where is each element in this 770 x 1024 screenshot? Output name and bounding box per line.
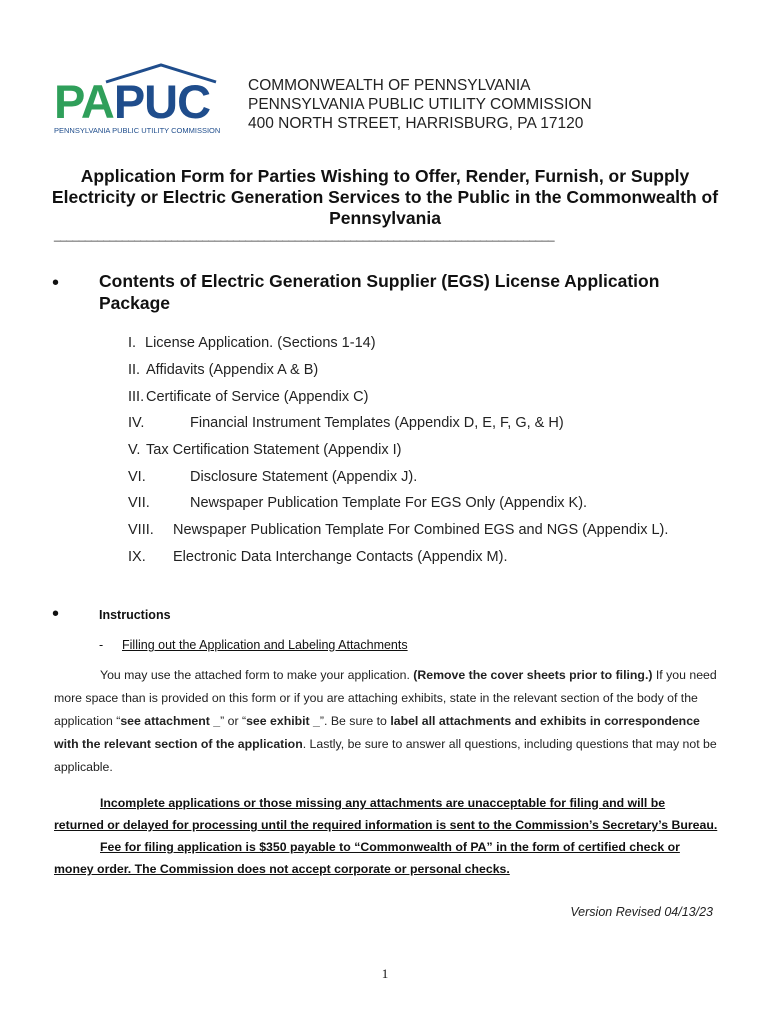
document-title: Application Form for Parties Wishing to Offer, Render, Furnish, or Supply Electricity or Electric Generation Services to the Public in the Commonwealth of Pennsylvania bbox=[51, 166, 719, 228]
contents-item-text: Financial Instrument Templates (Appendix D, E, F, G, & H) bbox=[190, 415, 564, 431]
contents-item-text: Newspaper Publication Template For EGS Only (Appendix K). bbox=[190, 495, 588, 511]
contents-item-number: II. bbox=[128, 362, 141, 378]
version-label: Version Revised 04/13/23 bbox=[570, 905, 713, 919]
contents-item-text: License Application. (Sections 1-14) bbox=[145, 335, 376, 351]
contents-bullet: • bbox=[52, 272, 60, 294]
contents-item-text: Certificate of Service (Appendix C) bbox=[146, 389, 369, 405]
instructions-subheading: Filling out the Application and Labeling Attachments bbox=[122, 638, 408, 652]
para-bold: see exhibit _ bbox=[246, 714, 320, 728]
para-bold: see attachment _ bbox=[120, 714, 221, 728]
title-rule: _________________________________________________________________________________ bbox=[54, 228, 555, 242]
para-bold: (Remove the cover sheets prior to filing.) bbox=[413, 668, 653, 682]
page-number: 1 bbox=[381, 966, 389, 981]
logo-wordmark-pa: PA bbox=[54, 75, 114, 128]
contents-item-number: VI. bbox=[128, 469, 146, 485]
para-text: ” or “ bbox=[220, 714, 247, 728]
agency-line-2: PENNSYLVANIA PUBLIC UTILITY COMMISSION bbox=[248, 96, 592, 113]
agency-address-block bbox=[248, 76, 592, 133]
contents-item-number: V. bbox=[128, 442, 141, 458]
para-text: You may use the attached form to make your application. bbox=[100, 668, 414, 682]
contents-item-number: VIII. bbox=[128, 522, 154, 538]
contents-item-text: Newspaper Publication Template For Combined EGS and NGS (Appendix L). bbox=[173, 522, 669, 538]
para-text: ”. Be sure to bbox=[319, 714, 391, 728]
logo-wordmark bbox=[54, 75, 211, 128]
contents-heading: Contents of Electric Generation Supplier (EGS) License Application Package bbox=[99, 271, 660, 313]
papuc-logo bbox=[54, 58, 234, 138]
logo-wordmark-puc: PUC bbox=[113, 75, 211, 128]
contents-item-number: I. bbox=[128, 335, 137, 351]
logo-tagline: PENNSYLVANIA PUBLIC UTILITY COMMISSION bbox=[54, 126, 221, 135]
contents-item-text: Electronic Data Interchange Contacts (Appendix M). bbox=[173, 549, 508, 565]
para-text: . Lastly, be sure to answer all questions, including questions that may not be applicable. bbox=[54, 737, 717, 774]
contents-item-text: Disclosure Statement (Appendix J). bbox=[190, 469, 418, 485]
filing-fee-notice: Fee for filing application is $350 payable to “Commonwealth of PA” in the form of certified check or money order. The Commission does not accept corporate or personal checks. bbox=[54, 840, 680, 876]
instructions-heading: Instructions bbox=[99, 608, 171, 622]
para-text: If you need more space than is provided on this form or if you are attaching exhibits, state in the relevant section of the body of the application “ bbox=[54, 668, 717, 728]
instructions-bullet: • bbox=[52, 603, 60, 625]
instructions-paragraph bbox=[54, 664, 718, 779]
incomplete-applications-notice: Incomplete applications or those missing any attachments are unacceptable for filing and will be returned or delayed for processing until the required information is sent to the Commission’s Secretary’s Bureau. bbox=[54, 796, 718, 832]
contents-item-number: VII. bbox=[128, 495, 150, 511]
contents-item-number: IV. bbox=[128, 415, 145, 431]
warning-notice bbox=[54, 792, 718, 880]
para-bold: label all attachments and exhibits in correspondence with the relevant section of the application bbox=[54, 714, 700, 751]
instructions-dash: - bbox=[99, 638, 104, 652]
contents-item-text: Affidavits (Appendix A & B) bbox=[146, 362, 319, 378]
agency-line-1: COMMONWEALTH OF PENNSYLVANIA bbox=[248, 77, 531, 94]
agency-line-3: 400 NORTH STREET, HARRISBURG, PA 17120 bbox=[248, 115, 584, 132]
contents-item-number: III. bbox=[128, 389, 145, 405]
contents-item-text: Tax Certification Statement (Appendix I) bbox=[146, 442, 402, 458]
contents-item-number: IX. bbox=[128, 549, 146, 565]
